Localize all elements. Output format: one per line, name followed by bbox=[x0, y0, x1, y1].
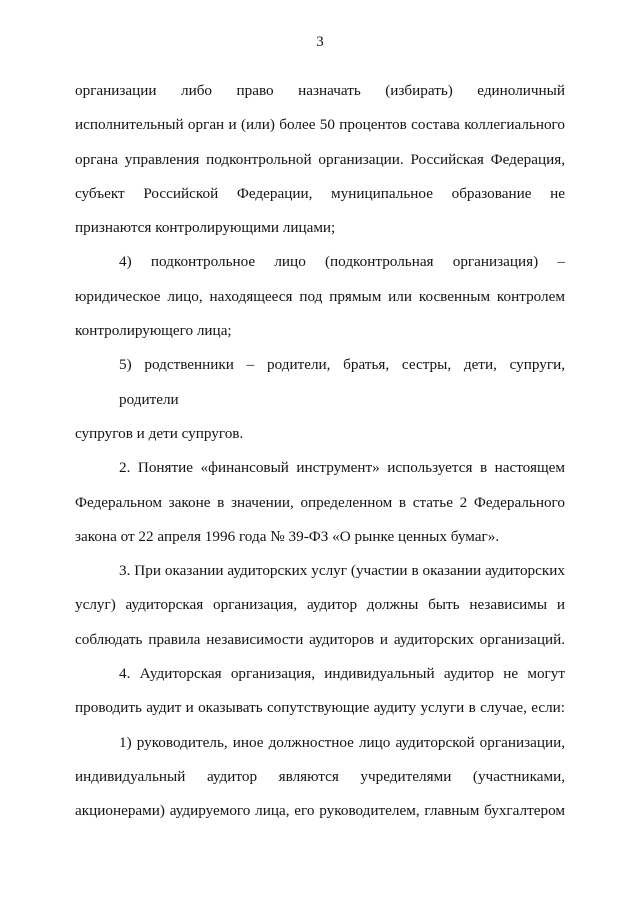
text-line: юридическое лицо, находящееся под прямым или косвенным контролем bbox=[75, 287, 565, 305]
text-line: акционерами) аудируемого лица, его руководителем, главным бухгалтером bbox=[75, 802, 565, 820]
text-line: услуг) аудиторская организация, аудитор должны быть независимы и bbox=[75, 596, 565, 614]
text-line: 2. Понятие «финансовый инструмент» используется в настоящем bbox=[119, 459, 565, 477]
document-body bbox=[75, 74, 565, 829]
paragraph-subitem-1-management bbox=[75, 726, 565, 829]
paragraph-control-definition-continued bbox=[75, 74, 565, 245]
page-number: 3 bbox=[316, 34, 324, 50]
text-line: исполнительный орган и (или) более 50 процентов состава коллегиального bbox=[75, 116, 565, 134]
text-line: индивидуальный аудитор являются учредителями (участниками, bbox=[75, 767, 565, 785]
paragraph-clause-2-financial-instrument bbox=[75, 451, 565, 554]
text-line: признаются контролирующими лицами; bbox=[75, 219, 336, 237]
text-line: 1) руководитель, иное должностное лицо аудиторской организации, bbox=[119, 733, 565, 751]
text-line: супругов и дети супругов. bbox=[75, 424, 244, 442]
text-line: органа управления подконтрольной организации. Российская Федерация, bbox=[75, 150, 565, 168]
text-line: соблюдать правила независимости аудиторов и аудиторских организаций. bbox=[75, 630, 565, 648]
text-line: Федеральном законе в значении, определенном в статье 2 Федерального bbox=[75, 493, 565, 511]
paragraph-item-5-relatives bbox=[75, 348, 565, 451]
text-line: проводить аудит и оказывать сопутствующие аудиту услуги в случае, если: bbox=[75, 699, 565, 717]
text-line: 4. Аудиторская организация, индивидуальный аудитор не могут bbox=[119, 665, 565, 683]
text-line: закона от 22 апреля 1996 года № 39-ФЗ «О рынке ценных бумаг». bbox=[75, 527, 500, 545]
paragraph-item-4-controlled-person bbox=[75, 245, 565, 348]
paragraph-clause-3-independence bbox=[75, 554, 565, 657]
text-line: организации либо право назначать (избирать) единоличный bbox=[75, 82, 565, 99]
text-line: контролирующего лица; bbox=[75, 322, 232, 340]
text-line: 4) подконтрольное лицо (подконтрольная организация) – bbox=[119, 253, 565, 271]
text-line: 5) родственники – родители, братья, сестры, дети, супруги, родители bbox=[119, 356, 565, 408]
text-line: субъект Российской Федерации, муниципальное образование не bbox=[75, 184, 565, 202]
text-line: 3. При оказании аудиторских услуг (участии в оказании аудиторских bbox=[119, 562, 565, 580]
paragraph-clause-4-restrictions bbox=[75, 657, 565, 726]
